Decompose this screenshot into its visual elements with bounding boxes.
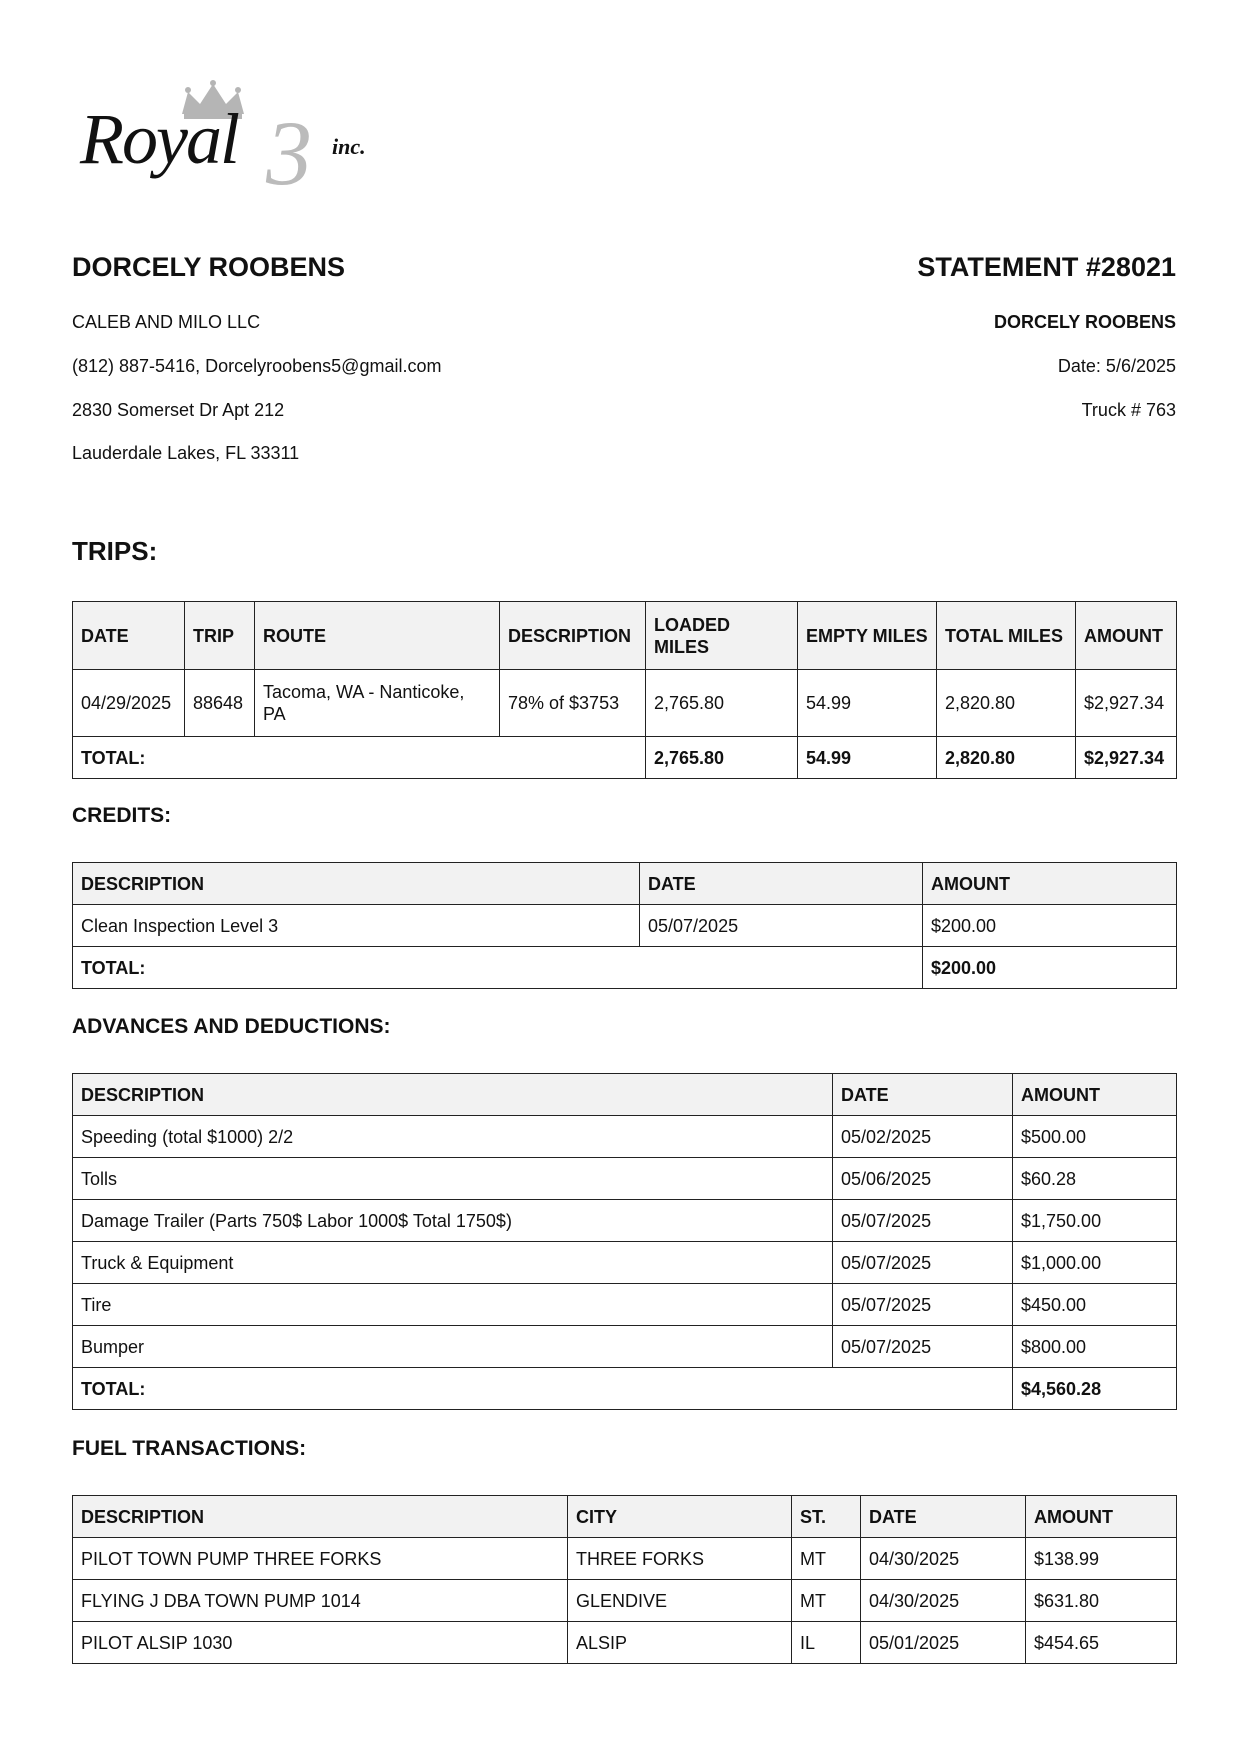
credits-title: CREDITS:	[72, 804, 172, 827]
logo-suffix: inc.	[332, 134, 366, 159]
table-row	[73, 670, 1177, 737]
trips-title: TRIPS:	[72, 536, 158, 566]
deduction-date: 05/07/2025	[833, 1284, 1013, 1326]
credit-date: 05/07/2025	[640, 905, 923, 947]
fuel-header-row	[73, 1496, 1177, 1538]
deduction-description: Bumper	[73, 1326, 833, 1368]
trips-header-date: DATE	[73, 602, 185, 670]
deduction-description: Tire	[73, 1284, 833, 1326]
fuel-header-state: ST.	[792, 1496, 861, 1538]
driver-address-line1: 2830 Somerset Dr Apt 212	[72, 400, 285, 420]
credits-total-amount: $200.00	[923, 947, 1177, 989]
deduction-date: 05/07/2025	[833, 1200, 1013, 1242]
table-row	[73, 905, 1177, 947]
trips-header-description: DESCRIPTION	[500, 602, 646, 670]
deduction-amount: $60.28	[1013, 1158, 1177, 1200]
trips-total-miles: 2,820.80	[937, 737, 1076, 779]
fuel-date: 04/30/2025	[861, 1538, 1026, 1580]
trip-total-miles: 2,820.80	[937, 670, 1076, 737]
deduction-amount: $1,000.00	[1013, 1242, 1177, 1284]
fuel-state: MT	[792, 1538, 861, 1580]
company-logo	[80, 78, 390, 204]
fuel-city: THREE FORKS	[568, 1538, 792, 1580]
trip-description: 78% of $3753	[500, 670, 646, 737]
driver-contact: (812) 887-5416, Dorcelyroobens5@gmail.com	[72, 356, 442, 376]
credits-header-description: DESCRIPTION	[73, 863, 640, 905]
fuel-date: 05/01/2025	[861, 1622, 1026, 1664]
deduction-date: 05/07/2025	[833, 1242, 1013, 1284]
fuel-amount: $138.99	[1026, 1538, 1177, 1580]
fuel-title: FUEL TRANSACTIONS:	[72, 1437, 307, 1460]
trip-number: 88648	[185, 670, 255, 737]
fuel-description: FLYING J DBA TOWN PUMP 1014	[73, 1580, 568, 1622]
fuel-header-city: CITY	[568, 1496, 792, 1538]
credit-description: Clean Inspection Level 3	[73, 905, 640, 947]
deduction-date: 05/02/2025	[833, 1116, 1013, 1158]
trips-total-row	[73, 737, 1177, 779]
credits-total-label: TOTAL:	[73, 947, 923, 989]
trips-total-empty: 54.99	[798, 737, 937, 779]
trips-header-trip: TRIP	[185, 602, 255, 670]
fuel-amount: $454.65	[1026, 1622, 1177, 1664]
logo-script: Royal	[80, 99, 238, 179]
credits-header-row	[73, 863, 1177, 905]
trip-route: Tacoma, WA - Nanticoke, PA	[255, 670, 500, 737]
table-row	[73, 1200, 1177, 1242]
fuel-header-description: DESCRIPTION	[73, 1496, 568, 1538]
fuel-state: IL	[792, 1622, 861, 1664]
trips-header-total-miles: TOTAL MILES	[937, 602, 1076, 670]
deduction-date: 05/06/2025	[833, 1158, 1013, 1200]
deductions-header-description: DESCRIPTION	[73, 1074, 833, 1116]
table-row	[73, 1326, 1177, 1368]
deductions-header-date: DATE	[833, 1074, 1013, 1116]
trips-table	[72, 601, 1177, 779]
table-row	[73, 1242, 1177, 1284]
deductions-total-row	[73, 1368, 1177, 1410]
fuel-description: PILOT TOWN PUMP THREE FORKS	[73, 1538, 568, 1580]
logo-number: 3	[266, 102, 312, 204]
table-row	[73, 1284, 1177, 1326]
credits-table	[72, 862, 1177, 989]
deductions-header-row	[73, 1074, 1177, 1116]
trips-header-row	[73, 602, 1177, 670]
statement-name: DORCELY ROOBENS	[993, 312, 1176, 332]
table-row	[73, 1580, 1177, 1622]
trips-header-route: ROUTE	[255, 602, 500, 670]
statement-truck: Truck # 763	[1081, 400, 1176, 420]
trips-header-empty-miles: EMPTY MILES	[798, 602, 937, 670]
credits-total-row	[73, 947, 1177, 989]
fuel-state: MT	[792, 1580, 861, 1622]
table-row	[73, 1158, 1177, 1200]
trip-empty-miles: 54.99	[798, 670, 937, 737]
fuel-amount: $631.80	[1026, 1580, 1177, 1622]
credit-amount: $200.00	[923, 905, 1177, 947]
deductions-table	[72, 1073, 1177, 1410]
trip-date: 04/29/2025	[73, 670, 185, 737]
trips-header-loaded-miles: LOADED MILES	[646, 602, 798, 670]
driver-name: DORCELY ROOBENS	[72, 252, 346, 282]
fuel-header-date: DATE	[861, 1496, 1026, 1538]
credits-header-date: DATE	[640, 863, 923, 905]
statement-date: Date: 5/6/2025	[1057, 356, 1176, 376]
deductions-total-label: TOTAL:	[73, 1368, 1013, 1410]
fuel-city: ALSIP	[568, 1622, 792, 1664]
trips-total-amount: $2,927.34	[1076, 737, 1177, 779]
deduction-description: Speeding (total $1000) 2/2	[73, 1116, 833, 1158]
deduction-amount: $500.00	[1013, 1116, 1177, 1158]
deductions-total-amount: $4,560.28	[1013, 1368, 1177, 1410]
deduction-date: 05/07/2025	[833, 1326, 1013, 1368]
deduction-amount: $800.00	[1013, 1326, 1177, 1368]
deductions-title: ADVANCES AND DEDUCTIONS:	[72, 1015, 391, 1038]
fuel-city: GLENDIVE	[568, 1580, 792, 1622]
trip-amount: $2,927.34	[1076, 670, 1177, 737]
trips-header-amount: AMOUNT	[1076, 602, 1177, 670]
trip-loaded-miles: 2,765.80	[646, 670, 798, 737]
fuel-header-amount: AMOUNT	[1026, 1496, 1177, 1538]
credits-header-amount: AMOUNT	[923, 863, 1177, 905]
deduction-description: Tolls	[73, 1158, 833, 1200]
fuel-description: PILOT ALSIP 1030	[73, 1622, 568, 1664]
deduction-description: Damage Trailer (Parts 750$ Labor 1000$ Total 1750$)	[73, 1200, 833, 1242]
driver-address-line2: Lauderdale Lakes, FL 33311	[72, 443, 300, 463]
table-row	[73, 1116, 1177, 1158]
statement-title: STATEMENT #28021	[917, 252, 1176, 282]
fuel-table	[72, 1495, 1177, 1664]
table-row	[73, 1622, 1177, 1664]
fuel-date: 04/30/2025	[861, 1580, 1026, 1622]
driver-company: CALEB AND MILO LLC	[72, 312, 261, 332]
trips-total-loaded: 2,765.80	[646, 737, 798, 779]
deduction-amount: $450.00	[1013, 1284, 1177, 1326]
deductions-header-amount: AMOUNT	[1013, 1074, 1177, 1116]
table-row	[73, 1538, 1177, 1580]
deduction-amount: $1,750.00	[1013, 1200, 1177, 1242]
deduction-description: Truck & Equipment	[73, 1242, 833, 1284]
trips-total-label: TOTAL:	[73, 737, 646, 779]
